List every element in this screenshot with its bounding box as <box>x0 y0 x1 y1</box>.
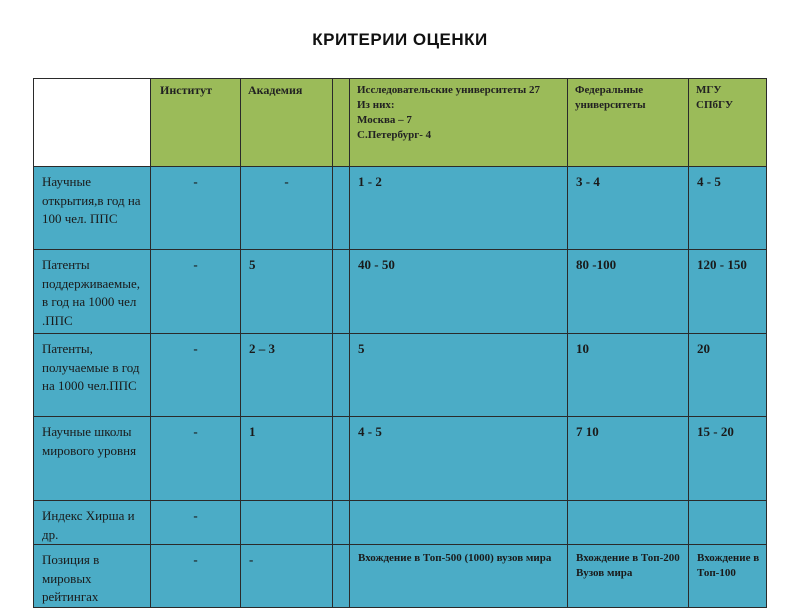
header-msu-spbu: МГУ СПбГУ <box>689 79 767 167</box>
header-research-universities: Исследовательские университеты 27 Из них: Москва – 7 С.Петербург- 4 <box>350 79 568 167</box>
row-label: Патенты, получаемые в год на 1000 чел.ППС <box>34 334 151 417</box>
table-row <box>34 334 767 417</box>
cell-academy <box>241 501 333 545</box>
criteria-table <box>33 78 767 608</box>
cell-academy: - <box>241 545 333 608</box>
cell-institute: - <box>151 545 241 608</box>
cell-federal: 80 -100 <box>568 250 689 334</box>
header-corner <box>34 79 151 167</box>
cell-academy: - <box>241 167 333 250</box>
cell-spacer <box>333 417 350 501</box>
table-row <box>34 167 767 250</box>
cell-research: 4 - 5 <box>350 417 568 501</box>
cell-research: Вхождение в Топ-500 (1000) вузов мира <box>350 545 568 608</box>
row-label: Позиция в мировых рейтингах <box>34 545 151 608</box>
table-row <box>34 417 767 501</box>
cell-federal: 3 - 4 <box>568 167 689 250</box>
row-label: Патенты поддерживаемые, в год на 1000 чел .ППС <box>34 250 151 334</box>
table-header-row <box>34 79 767 167</box>
cell-spacer <box>333 167 350 250</box>
cell-federal: Вхождение в Топ-200 Вузов мира <box>568 545 689 608</box>
cell-spacer <box>333 501 350 545</box>
cell-academy: 1 <box>241 417 333 501</box>
header-federal-universities: Федеральные университеты <box>568 79 689 167</box>
cell-federal: 7 10 <box>568 417 689 501</box>
cell-spacer <box>333 545 350 608</box>
cell-research: 40 - 50 <box>350 250 568 334</box>
cell-institute: - <box>151 167 241 250</box>
row-label: Научные открытия,в год на 100 чел. ППС <box>34 167 151 250</box>
cell-msu <box>689 501 767 545</box>
page-title: КРИТЕРИИ ОЦЕНКИ <box>312 30 488 49</box>
cell-msu: 4 - 5 <box>689 167 767 250</box>
cell-spacer <box>333 250 350 334</box>
row-label: Индекс Хирша и др. <box>34 501 151 545</box>
cell-research: 1 - 2 <box>350 167 568 250</box>
cell-msu: Вхождение в Топ-100 <box>689 545 767 608</box>
cell-institute: - <box>151 417 241 501</box>
header-institute: Институт <box>151 79 241 167</box>
cell-federal: 10 <box>568 334 689 417</box>
cell-research: 5 <box>350 334 568 417</box>
cell-academy: 2 – 3 <box>241 334 333 417</box>
cell-spacer <box>333 334 350 417</box>
cell-institute: - <box>151 250 241 334</box>
cell-msu: 20 <box>689 334 767 417</box>
cell-msu: 120 - 150 <box>689 250 767 334</box>
cell-research <box>350 501 568 545</box>
cell-msu: 15 - 20 <box>689 417 767 501</box>
row-label: Научные школы мирового уровня <box>34 417 151 501</box>
cell-institute: - <box>151 501 241 545</box>
cell-federal <box>568 501 689 545</box>
table-row <box>34 501 767 545</box>
header-spacer <box>333 79 350 167</box>
cell-academy: 5 <box>241 250 333 334</box>
table-row <box>34 250 767 334</box>
table-row <box>34 545 767 608</box>
header-academy: Академия <box>241 79 333 167</box>
cell-institute: - <box>151 334 241 417</box>
